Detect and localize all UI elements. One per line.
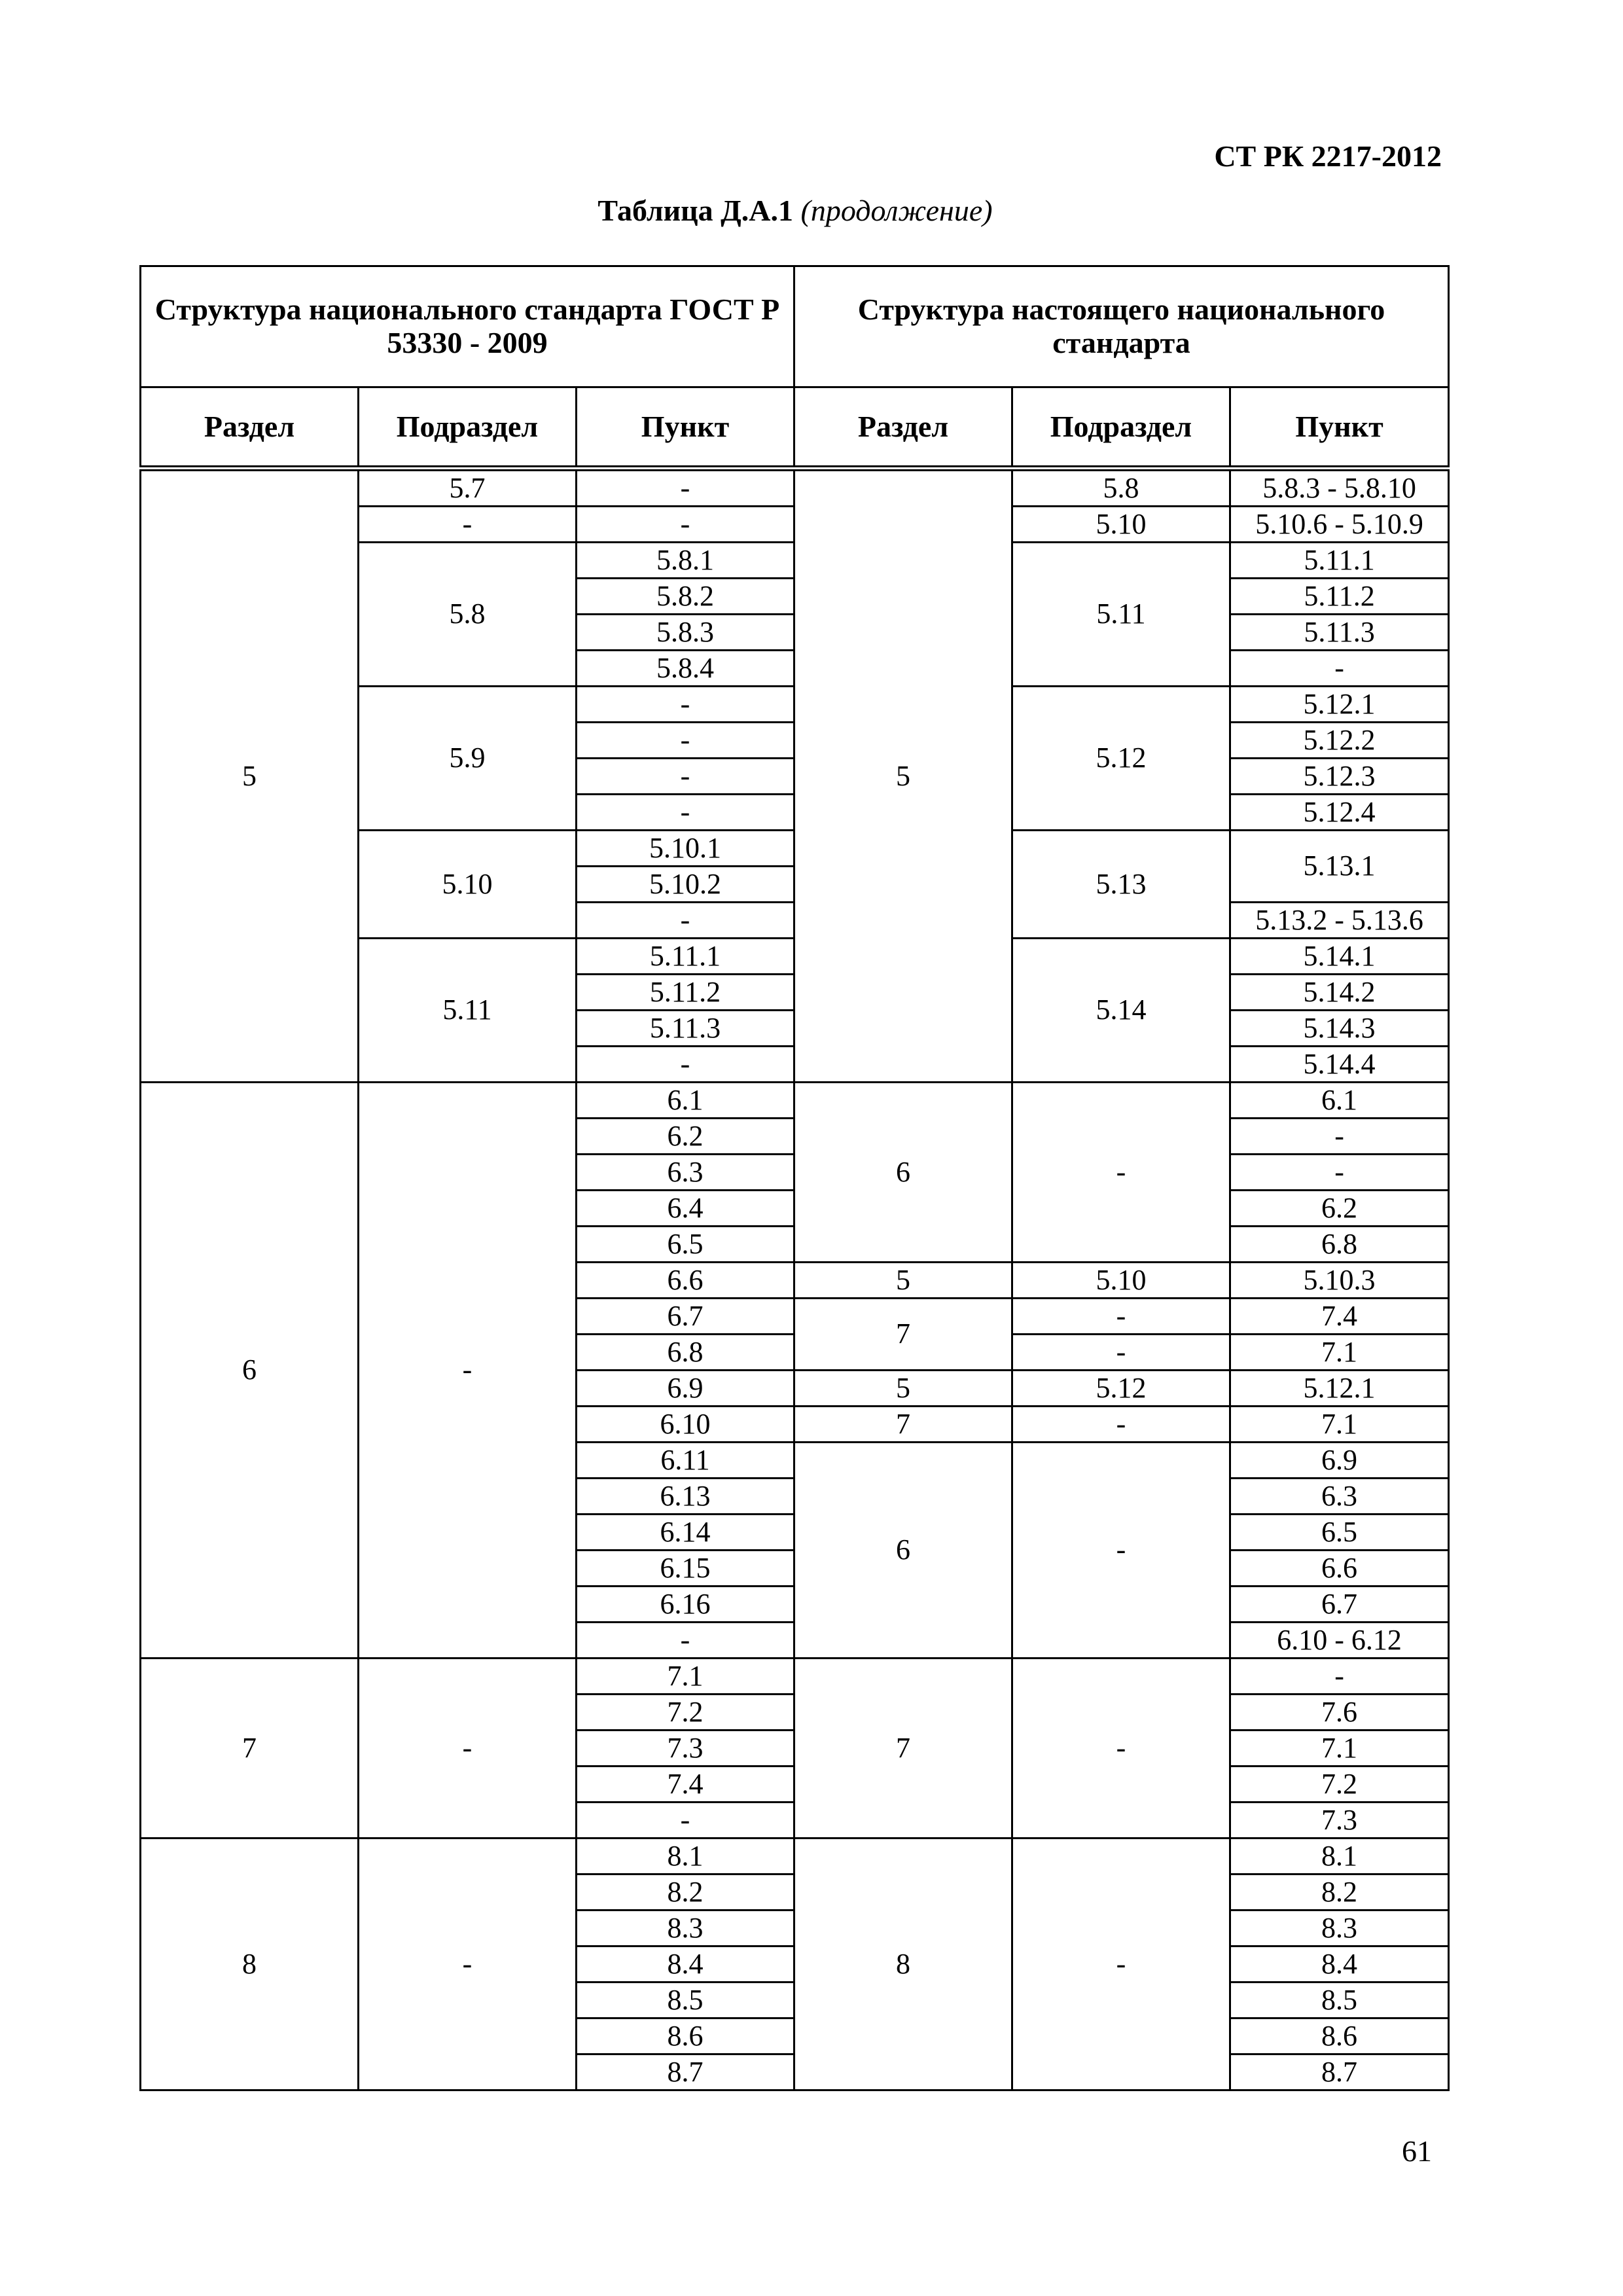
table-caption [0, 193, 1590, 228]
table-cell: - [577, 507, 794, 543]
table-cell: 6.6 [577, 1263, 794, 1299]
table-continuation-note: (продолжение) [800, 194, 993, 227]
table-cell: 8.4 [577, 1946, 794, 1982]
table-cell: 6.6 [1230, 1551, 1449, 1587]
table-cell: 5.11.3 [1230, 615, 1449, 651]
table-cell: 7.4 [1230, 1299, 1449, 1335]
table-cell: - [1012, 1335, 1230, 1371]
table-cell: - [577, 759, 794, 795]
table-cell: 5.8.3 - 5.8.10 [1230, 469, 1449, 507]
column-header: Подраздел [359, 387, 577, 469]
structure-comparison-table [139, 265, 1450, 2091]
table-cell: 5.10.1 [577, 831, 794, 867]
table-cell: 5.11.1 [577, 939, 794, 975]
table-cell: 5.12.1 [1230, 687, 1449, 723]
table-cell: 8.1 [577, 1839, 794, 1874]
table-cell: 6.1 [577, 1083, 794, 1119]
table-cell: 7 [794, 1407, 1012, 1443]
table-cell: 5.13.2 - 5.13.6 [1230, 903, 1449, 939]
table-cell: 6.8 [577, 1335, 794, 1371]
table-cell: - [577, 903, 794, 939]
table-cell: 6.5 [1230, 1515, 1449, 1551]
table-row [141, 1083, 1449, 1119]
table-row [141, 469, 1449, 507]
document-code: СТ РК 2217-2012 [1214, 139, 1442, 173]
table-cell: 7.1 [1230, 1731, 1449, 1767]
table-cell: - [1012, 1083, 1230, 1263]
header-current-structure: Структура настоящего национального стандарта [794, 266, 1449, 387]
table-cell: 5.8.4 [577, 651, 794, 687]
table-cell: 5.8.2 [577, 579, 794, 615]
table-cell: - [359, 1083, 577, 1659]
table-cell: 5.8 [359, 543, 577, 687]
table-cell: 5.12.4 [1230, 795, 1449, 831]
header-gost-structure: Структура национального стандарта ГОСТ Р 53330 - 2009 [141, 266, 794, 387]
table-cell: 5.8.3 [577, 615, 794, 651]
table-cell: - [359, 1839, 577, 2090]
table-cell: 5.12 [1012, 1371, 1230, 1407]
table-cell: 6.11 [577, 1443, 794, 1479]
table-cell: 5.13.1 [1230, 831, 1449, 903]
column-header: Пункт [577, 387, 794, 469]
table-cell: 5 [794, 1263, 1012, 1299]
table-cell: - [577, 1623, 794, 1659]
table-cell: - [1012, 1407, 1230, 1443]
table-cell: 7.2 [1230, 1767, 1449, 1803]
table-cell: - [1230, 1659, 1449, 1695]
table-cell: 5.14 [1012, 939, 1230, 1083]
table-cell: 5.8.1 [577, 543, 794, 579]
table-cell: 6.15 [577, 1551, 794, 1587]
table-cell: 8.5 [1230, 1982, 1449, 2018]
table-cell: 6.10 - 6.12 [1230, 1623, 1449, 1659]
table-cell: 5 [794, 469, 1012, 1083]
table-cell: 7.1 [1230, 1407, 1449, 1443]
table-cell: 5.12.3 [1230, 759, 1449, 795]
table-cell: 6.9 [1230, 1443, 1449, 1479]
table-cell: 5 [794, 1371, 1012, 1407]
table-cell: - [1012, 1659, 1230, 1839]
table-cell: 7.1 [577, 1659, 794, 1695]
table-cell: 8 [794, 1839, 1012, 2090]
table-cell: 6.9 [577, 1371, 794, 1407]
table-cell: - [577, 687, 794, 723]
table-cell: 8.5 [577, 1982, 794, 2018]
table-cell: 6.3 [577, 1155, 794, 1191]
table-cell: 5.10 [1012, 1263, 1230, 1299]
table-cell: 5.11.1 [1230, 543, 1449, 579]
table-cell: 5 [141, 469, 359, 1083]
table-cell: 5.14.2 [1230, 975, 1449, 1011]
table-cell: 5.8 [1012, 469, 1230, 507]
table-cell: 5.11 [359, 939, 577, 1083]
column-header: Пункт [1230, 387, 1449, 469]
table-cell: 8.2 [577, 1874, 794, 1910]
table-cell: 6.5 [577, 1227, 794, 1263]
table-cell: 7 [141, 1659, 359, 1839]
table-cell: 6.8 [1230, 1227, 1449, 1263]
table-cell: 7.1 [1230, 1335, 1449, 1371]
table-cell: 6 [794, 1083, 1012, 1263]
table-cell: 7.2 [577, 1695, 794, 1731]
table-cell: 8.3 [577, 1910, 794, 1946]
table-cell: - [359, 507, 577, 543]
table-cell: 8.4 [1230, 1946, 1449, 1982]
table-cell: 7.3 [577, 1731, 794, 1767]
table-cell: 6.2 [577, 1119, 794, 1155]
table-cell: 5.9 [359, 687, 577, 831]
table-cell: 6.7 [577, 1299, 794, 1335]
table-cell: 5.12 [1012, 687, 1230, 831]
table-cell: 6.10 [577, 1407, 794, 1443]
table-cell: - [577, 469, 794, 507]
table-cell: 5.14.3 [1230, 1011, 1449, 1047]
table-cell: 8.2 [1230, 1874, 1449, 1910]
table-cell: 5.12.1 [1230, 1371, 1449, 1407]
table-cell: 5.11.2 [577, 975, 794, 1011]
table-cell: 5.10.6 - 5.10.9 [1230, 507, 1449, 543]
table-cell: 5.10.3 [1230, 1263, 1449, 1299]
table-cell: 5.10 [359, 831, 577, 939]
table-cell: 7 [794, 1659, 1012, 1839]
table-cell: 6.3 [1230, 1479, 1449, 1515]
table-cell: 8.1 [1230, 1839, 1449, 1874]
page-number: 61 [1402, 2134, 1432, 2168]
table-cell: - [577, 1047, 794, 1083]
table-row [141, 1839, 1449, 1874]
table-cell: - [1012, 1443, 1230, 1659]
table-cell: 7.3 [1230, 1803, 1449, 1839]
table-cell: 8.6 [1230, 2018, 1449, 2054]
table-cell: 7.4 [577, 1767, 794, 1803]
table-cell: 5.11.3 [577, 1011, 794, 1047]
table-cell: 6.1 [1230, 1083, 1449, 1119]
table-cell: - [1230, 651, 1449, 687]
table-cell: 5.13 [1012, 831, 1230, 939]
table-cell: 6.14 [577, 1515, 794, 1551]
table-cell: 5.14.4 [1230, 1047, 1449, 1083]
table-cell: - [1230, 1119, 1449, 1155]
table-cell: - [1012, 1839, 1230, 2090]
column-header: Раздел [141, 387, 359, 469]
table-cell: - [1230, 1155, 1449, 1191]
table-cell: 5.14.1 [1230, 939, 1449, 975]
table-cell: - [1012, 1299, 1230, 1335]
table-row [141, 1659, 1449, 1695]
table-cell: 8.7 [1230, 2054, 1449, 2090]
table-cell: 6.7 [1230, 1587, 1449, 1623]
column-header: Подраздел [1012, 387, 1230, 469]
table-title: Таблица Д.А.1 [597, 194, 793, 227]
table-cell: 6.2 [1230, 1191, 1449, 1227]
table-cell: 8 [141, 1839, 359, 2090]
table-cell: 5.11 [1012, 543, 1230, 687]
column-header: Раздел [794, 387, 1012, 469]
table-cell: - [577, 723, 794, 759]
table-cell: 5.10.2 [577, 867, 794, 903]
table-cell: 5.7 [359, 469, 577, 507]
table-cell: 6 [141, 1083, 359, 1659]
table-cell: - [577, 795, 794, 831]
table-cell: 6.16 [577, 1587, 794, 1623]
table-cell: 8.7 [577, 2054, 794, 2090]
table-cell: 5.12.2 [1230, 723, 1449, 759]
table-cell: 5.11.2 [1230, 579, 1449, 615]
table-cell: 7.6 [1230, 1695, 1449, 1731]
table-cell: 8.3 [1230, 1910, 1449, 1946]
table-cell: 8.6 [577, 2018, 794, 2054]
table-cell: - [359, 1659, 577, 1839]
table-cell: 6.4 [577, 1191, 794, 1227]
table-body [141, 469, 1449, 2090]
table-cell: 7 [794, 1299, 1012, 1371]
table-cell: - [577, 1803, 794, 1839]
table-cell: 6.13 [577, 1479, 794, 1515]
table-cell: 6 [794, 1443, 1012, 1659]
table-cell: 5.10 [1012, 507, 1230, 543]
